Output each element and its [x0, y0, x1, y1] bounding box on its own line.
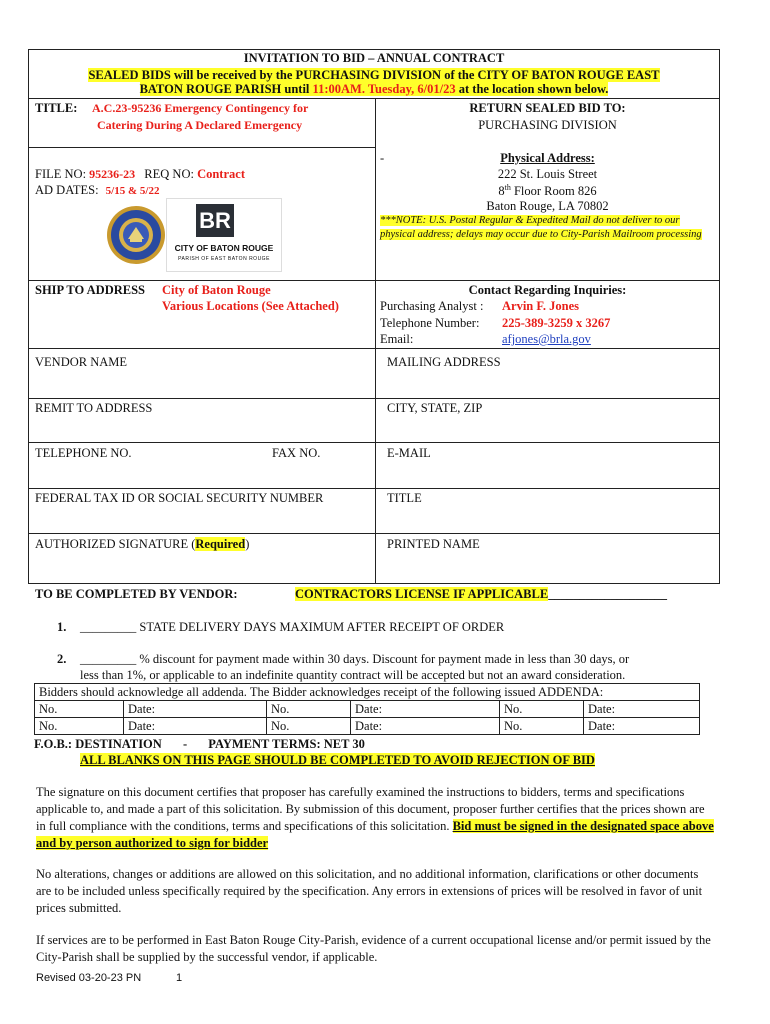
printed-name-field[interactable]: PRINTED NAME: [387, 537, 480, 551]
vendor-section-heading: TO BE COMPLETED BY VENDOR:: [35, 587, 238, 601]
fob-text: F.O.B.: DESTINATION: [34, 737, 162, 751]
floor-room: [375, 183, 720, 199]
terms-row: [34, 737, 365, 752]
contact-email-link[interactable]: afjones@brla.gov: [502, 332, 591, 346]
divider-row3: [28, 488, 720, 489]
street-address: 222 St. Louis Street: [497, 167, 598, 181]
license-line[interactable]: [295, 587, 667, 602]
addenda-no-cell[interactable]: No.: [500, 718, 584, 735]
return-heading: RETURN SEALED BID TO:: [469, 101, 626, 115]
divider-row1: [28, 398, 720, 399]
addenda-row: [35, 701, 700, 718]
divider-left-title: [28, 147, 375, 148]
title-value-line1: A.C.23-95236 Emergency Contingency for: [92, 101, 309, 115]
addenda-date-cell[interactable]: Date:: [584, 718, 700, 735]
remit-to-field[interactable]: REMIT TO ADDRESS: [35, 401, 153, 415]
file-value: 95236-23: [89, 167, 136, 181]
license-label: CONTRACTORS LICENSE IF APPLICABLE: [295, 587, 549, 601]
floor-rest: Floor Room 826: [510, 184, 597, 199]
payment-terms: PAYMENT TERMS: NET 30: [208, 737, 365, 751]
item1-num: 1.: [57, 620, 67, 634]
floor-sup: th: [504, 183, 511, 192]
addenda-no-cell[interactable]: No.: [500, 701, 584, 718]
certification-paragraph: [36, 784, 716, 852]
divider-row5: [28, 583, 720, 584]
divider-row2: [28, 442, 720, 443]
analyst-value: Arvin F. Jones: [502, 299, 579, 313]
email-field[interactable]: E-MAIL: [387, 446, 431, 460]
city-seal-logo: [106, 205, 166, 265]
physical-address-heading: [375, 151, 720, 166]
telephone-field[interactable]: TELEPHONE NO.: [35, 446, 132, 460]
item2-text-line1[interactable]: _________ % discount for payment made within 30 days. Discount for payment made in less than 30 days, or: [80, 652, 630, 666]
authorized-signature-field[interactable]: [35, 537, 249, 552]
doc-title: INVITATION TO BID – ANNUAL CONTRACT: [243, 51, 505, 65]
title-field[interactable]: TITLE: [387, 491, 422, 505]
addenda-date-cell[interactable]: Date:: [351, 718, 500, 735]
ad-dates-row: [35, 183, 159, 198]
divider-row4: [28, 533, 720, 534]
ship-value-1: City of Baton Rouge: [162, 283, 271, 297]
all-blanks-warning: [80, 753, 595, 768]
sealed-bids-line1-text: SEALED BIDS will be received by the PURCHASING DIVISION of the CITY OF BATON ROUGE EAST: [88, 68, 660, 82]
addenda-no-cell[interactable]: No.: [35, 701, 124, 718]
req-label: REQ NO:: [144, 167, 194, 181]
ship-label: SHIP TO ADDRESS: [35, 283, 146, 297]
ship-value-2: Various Locations (See Attached): [162, 299, 339, 313]
phone-label: Telephone Number:: [380, 316, 480, 330]
email-label: Email:: [380, 332, 414, 346]
addenda-no-cell[interactable]: No.: [267, 701, 351, 718]
postal-note-text: ***NOTE: U.S. Postal Regular & Expedited Mail do not deliver to our physical address; delays may occur due to City-Parish Mailroom processing: [380, 215, 702, 240]
sealed-bids-line2-wrap: [140, 82, 609, 96]
outer-border-left: [28, 49, 29, 584]
ad-value: 5/15 & 5/22: [105, 185, 160, 197]
vendor-name-field[interactable]: VENDOR NAME: [35, 355, 128, 369]
bid-deadline: 11:00AM. Tuesday, 6/01/23: [312, 82, 456, 96]
addenda-header-row: [35, 684, 700, 701]
all-blanks-text: ALL BLANKS ON THIS PAGE SHOULD BE COMPLETED TO AVOID REJECTION OF BID: [80, 753, 595, 767]
br-city-text: CITY OF BATON ROUGE: [174, 243, 274, 253]
city-state-zip-field[interactable]: CITY, STATE, ZIP: [387, 401, 483, 415]
sealed-bids-line2: [28, 82, 720, 97]
certification-text: The signature on this document certifies that proposer has carefully examined the instructions to bidders, terms and specifications applicable to, and made a part of this solicitation. By submission of this document, proposer further certifies that the prices shown are in full compliance with the conditions, terms and specifications of this solicitation.: [36, 785, 705, 833]
license-blank: ___________________: [548, 587, 667, 601]
outer-border-top: [28, 49, 720, 50]
item2-num: 2.: [57, 652, 67, 666]
item2-text-line2: less than 1%, or applicable to an indefinite quantity contract will be accepted but not an award consideration.: [80, 668, 626, 682]
auth-sig-b: ): [245, 537, 250, 551]
req-value: Contract: [197, 167, 245, 181]
addenda-date-cell[interactable]: Date:: [124, 701, 267, 718]
addenda-no-cell[interactable]: No.: [35, 718, 124, 735]
auth-sig-required: Required: [195, 537, 246, 551]
addenda-row: [35, 718, 700, 735]
sealed-line2-b: at the location shown below.: [455, 82, 609, 96]
sealed-line2-a: BATON ROUGE PARISH until: [139, 82, 313, 96]
addenda-header: Bidders should acknowledge all addenda. The Bidder acknowledges receipt of the following issued ADDENDA:: [35, 684, 700, 701]
ad-label: AD DATES:: [35, 183, 99, 197]
analyst-label: Purchasing Analyst :: [380, 299, 484, 313]
physical-address-label: Physical Address:: [500, 151, 595, 165]
mailing-address-field[interactable]: MAILING ADDRESS: [387, 355, 501, 369]
file-label: FILE NO:: [35, 167, 87, 181]
br-badge: BR: [196, 204, 234, 237]
alterations-paragraph: No alterations, changes or additions are allowed on this solicitation, and no additional information, clarifications or other documents are to be included unless specifically required by the specification. Any errors in extensions of prices will be resolved in favor of unit prices submitted.: [36, 867, 703, 915]
city-br-logo: [166, 198, 282, 272]
divider-under-header: [28, 98, 720, 99]
postal-note: [380, 214, 710, 242]
seal-icon: [106, 205, 166, 265]
return-division: PURCHASING DIVISION: [478, 118, 617, 132]
contact-heading: Contact Regarding Inquiries:: [468, 283, 627, 297]
federal-tax-field[interactable]: FEDERAL TAX ID OR SOCIAL SECURITY NUMBER: [35, 491, 324, 505]
floor-num: 8: [498, 184, 505, 199]
page-number: 1: [176, 972, 183, 984]
return-dash: -: [380, 151, 385, 165]
title-label: TITLE:: [35, 101, 78, 115]
divider-logo-ship: [28, 280, 720, 281]
addenda-date-cell[interactable]: Date:: [124, 718, 267, 735]
addenda-date-cell[interactable]: Date:: [584, 701, 700, 718]
services-paragraph: If services are to be performed in East Baton Rouge City-Parish, evidence of a current occupational license and/or permit issued by the City-Parish shall be supplied by the successful vendor, if applicable.: [36, 933, 711, 964]
sealed-bids-line1: [28, 68, 720, 83]
file-no-row: [35, 167, 245, 182]
phone-value: 225-389-3259 x 3267: [502, 316, 611, 330]
title-value-line2: Catering During A Declared Emergency: [97, 118, 303, 132]
br-parish-text: PARISH OF EAST BATON ROUGE: [178, 256, 270, 262]
city-state-zip-address: Baton Rouge, LA 70802: [486, 199, 609, 213]
terms-dash: -: [182, 737, 188, 751]
addenda-no-cell[interactable]: No.: [267, 718, 351, 735]
addenda-table: [34, 683, 700, 735]
bid-must-be-signed: Bid must be signed in the designated space above and by person authorized to sign for bidder: [36, 819, 714, 850]
divider-ship-vendor: [28, 348, 720, 349]
item1-text[interactable]: _________ STATE DELIVERY DAYS MAXIMUM AFTER RECEIPT OF ORDER: [80, 620, 505, 634]
auth-sig-a: AUTHORIZED SIGNATURE (: [35, 537, 196, 551]
revised-date: Revised 03-20-23 PN: [36, 972, 142, 984]
fax-field[interactable]: FAX NO.: [272, 446, 321, 460]
addenda-date-cell[interactable]: Date:: [351, 701, 500, 718]
